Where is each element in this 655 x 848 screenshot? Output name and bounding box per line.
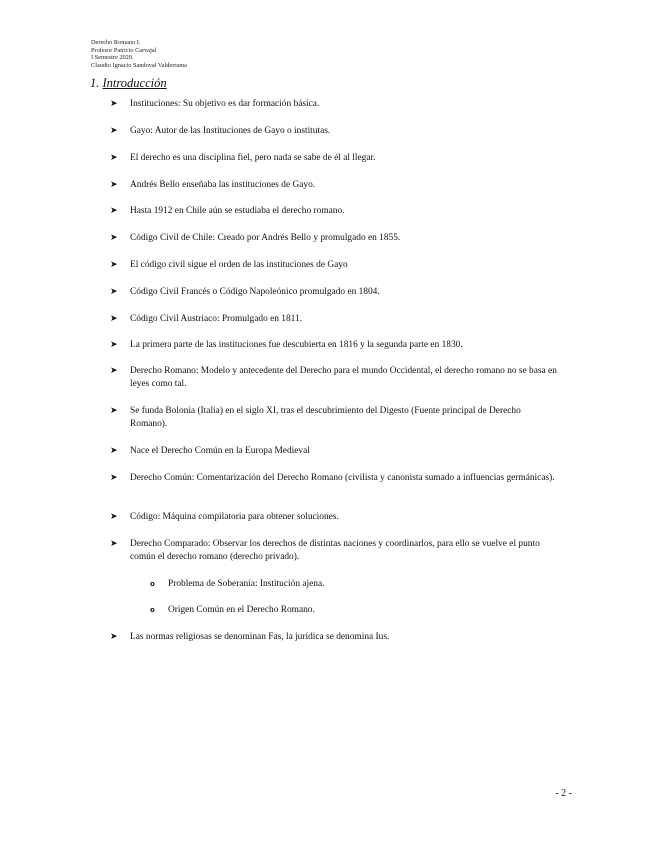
- list-item: [110, 179, 560, 192]
- list-item-text: El derecho es una disciplina fiel, pero nada se sabe de él al llegar.: [130, 153, 376, 163]
- list-item: [110, 232, 560, 245]
- arrow-bullet-icon: ➤: [110, 446, 118, 456]
- list-item: [110, 538, 560, 564]
- arrow-bullet-icon: ➤: [110, 340, 118, 350]
- circle-bullet-icon: o: [150, 580, 155, 588]
- list-item-text: Andrés Bello enseñaba las instituciones de Gayo.: [130, 180, 316, 190]
- section-title: [90, 76, 167, 91]
- list-item: [110, 511, 560, 524]
- arrow-bullet-icon: ➤: [110, 473, 118, 483]
- list-item-text: Nace el Derecho Común en la Europa Medieval: [130, 446, 310, 456]
- sub-list-item: [150, 578, 558, 591]
- arrow-bullet-icon: ➤: [110, 233, 118, 243]
- arrow-bullet-icon: ➤: [110, 287, 118, 297]
- list-item-text: Las normas religiosas se denominan Fas, la jurídica se denomina Ius.: [130, 632, 390, 642]
- list-item: [110, 313, 560, 326]
- list-item-text: Derecho Comparado: Observar los derechos de distintas naciones y coordinarlos, para ello se vuelve el punto común el derecho romano (derecho privado).: [130, 539, 540, 562]
- arrow-bullet-icon: ➤: [110, 512, 118, 522]
- list-item: [110, 472, 560, 485]
- list-item-text: Código Civil Francés o Código Napoleónico promulgado en 1804.: [130, 287, 380, 297]
- sub-list-item-text: Origen Común en el Derecho Romano.: [168, 605, 315, 615]
- list-item: [110, 125, 560, 138]
- section-title-text: Introducción: [102, 76, 167, 90]
- arrow-bullet-icon: ➤: [110, 180, 118, 190]
- list-item: [110, 405, 560, 431]
- arrow-bullet-icon: ➤: [110, 539, 118, 549]
- arrow-bullet-icon: ➤: [110, 406, 118, 416]
- arrow-bullet-icon: ➤: [110, 99, 118, 109]
- section-number: 1.: [90, 76, 100, 90]
- header-professor: Profesor Patricio Carvajal: [91, 46, 157, 54]
- arrow-bullet-icon: ➤: [110, 314, 118, 324]
- list-item-text: Derecho Común: Comentarización del Derecho Romano (civilista y canonista sumado a influencias germánicas).: [130, 473, 555, 483]
- list-item-text: Instituciones: Su objetivo es dar formación básica.: [130, 99, 320, 109]
- arrow-bullet-icon: ➤: [110, 632, 118, 642]
- header-author: Claudio Ignacio Sandoval Valderrama: [91, 61, 187, 69]
- list-item: [110, 152, 560, 165]
- list-item-text: Hasta 1912 en Chile aún se estudiaba el derecho romano.: [130, 206, 345, 216]
- arrow-bullet-icon: ➤: [110, 153, 118, 163]
- sub-list-item: [150, 604, 558, 617]
- list-item-text: Se funda Bolonia (Italia) en el siglo XI, tras el descubrimiento del Digesto (Fuente principal de Derecho Romano).: [130, 406, 521, 429]
- list-item-text: Código: Máquina compilatoria para obtener soluciones.: [130, 512, 339, 522]
- list-item: [110, 445, 560, 458]
- list-item: [110, 365, 560, 391]
- list-item-text: Código Civil de Chile: Creado por Andrés Bello y promulgado en 1855.: [130, 233, 401, 243]
- header-course: Derecho Romano I.: [91, 39, 141, 46]
- list-item-text: Código Civil Austriaco: Promulgado en 1811.: [130, 314, 303, 324]
- header-semester: I Semestre 2020.: [91, 54, 134, 62]
- list-item: [110, 286, 560, 299]
- list-item-text: El código civil sigue el orden de las instituciones de Gayo: [130, 260, 348, 270]
- circle-bullet-icon: o: [150, 606, 155, 614]
- list-item: [110, 205, 560, 218]
- arrow-bullet-icon: ➤: [110, 260, 118, 270]
- list-item-text: Derecho Romano: Modelo y antecedente del Derecho para el mundo Occidental, el derecho romano no se basa en leyes como tal.: [130, 366, 557, 389]
- list-item: [110, 259, 560, 272]
- list-item-text: Gayo: Autor de las Instituciones de Gayo o institutas.: [130, 126, 331, 136]
- list-item: [110, 339, 560, 352]
- list-item-text: La primera parte de las instituciones fue descubierta en 1816 y la segunda parte en 1830.: [130, 340, 463, 350]
- arrow-bullet-icon: ➤: [110, 126, 118, 136]
- sub-list-item-text: Problema de Soberanía: Institución ajena.: [168, 579, 325, 589]
- arrow-bullet-icon: ➤: [110, 206, 118, 216]
- list-item: [110, 631, 560, 644]
- arrow-bullet-icon: ➤: [110, 366, 118, 376]
- document-header: [91, 39, 187, 69]
- page-number: - 2 -: [555, 788, 572, 799]
- list-item: [110, 98, 560, 111]
